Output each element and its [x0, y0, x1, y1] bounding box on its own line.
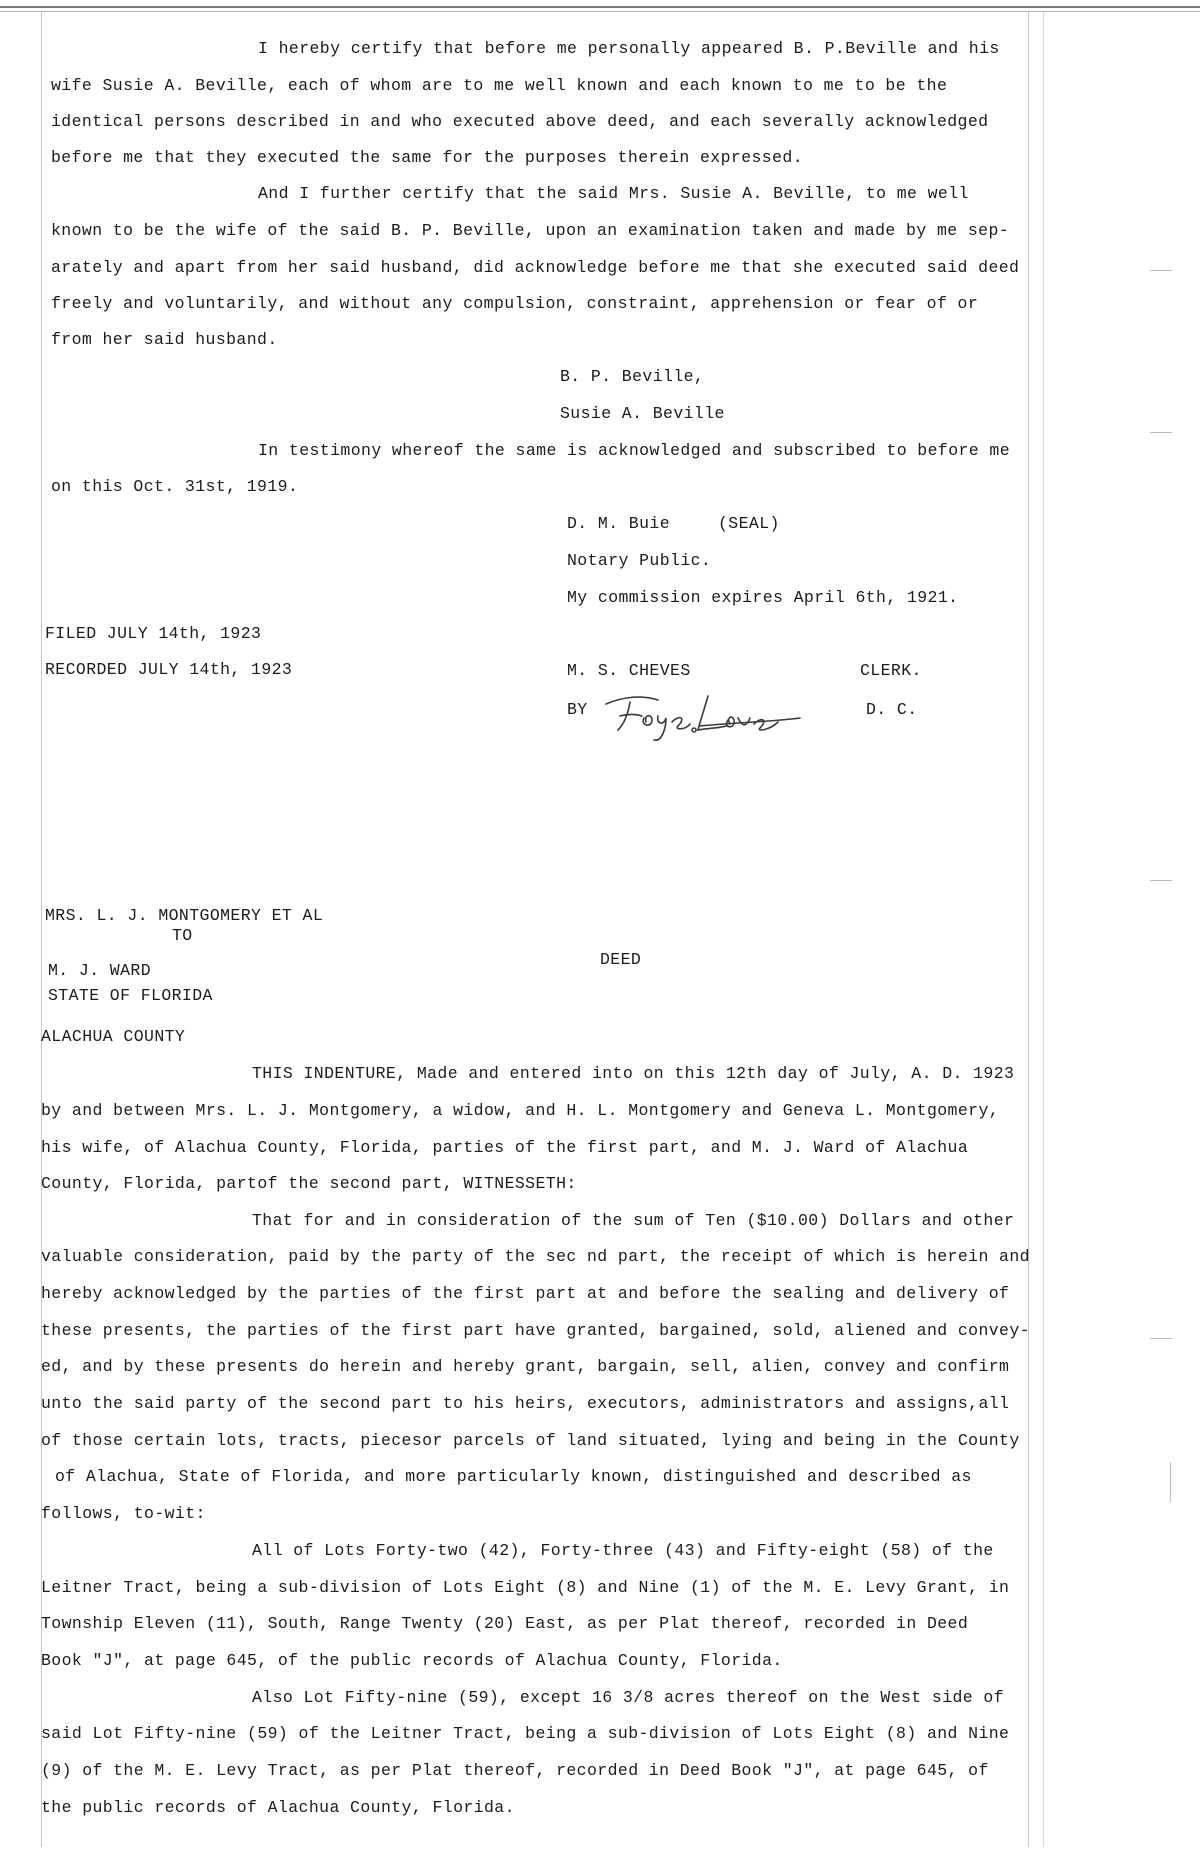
certificate-line: identical persons described in and who executed above deed, and each severally acknowledged — [51, 112, 989, 131]
notary-seal: (SEAL) — [718, 514, 780, 533]
deed-line: hereby acknowledged by the parties of the first part at and before the sealing and delivery of — [41, 1284, 1010, 1303]
grantee-heading: M. J. WARD — [48, 961, 152, 980]
testimony-line: on this Oct. 31st, 1919. — [51, 477, 299, 496]
certificate-line: from her said husband. — [51, 330, 278, 349]
deed-line: these presents, the parties of the first part have granted, bargained, sold, aliened and convey- — [41, 1321, 1030, 1340]
recorded-date: RECORDED JULY 14th, 1923 — [45, 660, 293, 679]
certificate-line: And I further certify that the said Mrs. Susie A. Beville, to me well — [258, 184, 969, 203]
margin-mark — [1170, 1462, 1171, 1502]
clerk-name: M. S. CHEVES — [567, 661, 691, 680]
deed-line: said Lot Fifty-nine (59) of the Leitner Tract, being a sub-division of Lots Eight (8) and Nine — [41, 1724, 1010, 1743]
deed-line: the public records of Alachua County, Florida. — [41, 1798, 515, 1817]
deed-line: follows, to-wit: — [41, 1504, 206, 1523]
signer-name: Susie A. Beville — [560, 404, 725, 423]
top-rule-secondary — [0, 11, 1200, 12]
deed-line: Township Eleven (11), South, Range Twenty (20) East, as per Plat thereof, recorded in Deed — [41, 1614, 969, 1633]
top-rule — [0, 6, 1200, 8]
deed-line: unto the said party of the second part to his heirs, executors, administrators and assigns,all — [41, 1394, 1010, 1413]
certificate-line: known to be the wife of the said B. P. Beville, upon an examination taken and made by me sep- — [51, 221, 1010, 240]
deed-line: Leitner Tract, being a sub-division of Lots Eight (8) and Nine (1) of the M. E. Levy Grant, in — [41, 1578, 1010, 1597]
deed-line: (9) of the M. E. Levy Tract, as per Plat thereof, recorded in Deed Book "J", at page 645, of — [41, 1761, 989, 1780]
deed-line: of Alachua, State of Florida, and more particularly known, distinguished and described as — [55, 1467, 972, 1486]
deed-line: by and between Mrs. L. J. Montgomery, a widow, and H. L. Montgomery and Geneva L. Montgomery, — [41, 1101, 1000, 1120]
margin-mark — [1150, 432, 1172, 433]
deed-line: of those certain lots, tracts, piecesor parcels of land situated, lying and being in the County — [41, 1431, 1020, 1450]
notary-name: D. M. Buie — [567, 514, 671, 533]
deed-line: Also Lot Fifty-nine (59), except 16 3/8 acres thereof on the West side of — [252, 1688, 1005, 1707]
certificate-line: before me that they executed the same for the purposes therein expressed. — [51, 148, 804, 167]
deed-line: Book "J", at page 645, of the public records of Alachua County, Florida. — [41, 1651, 783, 1670]
margin-mark — [1150, 1338, 1172, 1339]
by-label: BY — [567, 700, 588, 719]
deed-line: ed, and by these presents do herein and hereby grant, bargain, sell, alien, convey and confirm — [41, 1357, 1010, 1376]
certificate-line: wife Susie A. Beville, each of whom are to me well known and each known to me to be the — [51, 76, 948, 95]
notary-commission: My commission expires April 6th, 1921. — [567, 588, 959, 607]
deed-line: All of Lots Forty-two (42), Forty-three (43) and Fifty-eight (58) of the — [252, 1541, 994, 1560]
testimony-line: In testimony whereof the same is acknowledged and subscribed to before me — [258, 441, 1011, 460]
filed-date: FILED JULY 14th, 1923 — [45, 624, 262, 643]
certificate-line: arately and apart from her said husband, did acknowledge before me that she executed said deed — [51, 258, 1020, 277]
grantor-heading: MRS. L. J. MONTGOMERY ET AL — [45, 906, 324, 925]
deed-line: his wife, of Alachua County, Florida, parties of the first part, and M. J. Ward of Alachua — [41, 1138, 969, 1157]
deed-line: County, Florida, partof the second part, WITNESSETH: — [41, 1174, 577, 1193]
county-heading: ALACHUA COUNTY — [41, 1027, 186, 1046]
deed-line: That for and in consideration of the sum of Ten ($10.00) Dollars and other — [252, 1211, 1015, 1230]
certificate-line: I hereby certify that before me personally appeared B. P.Beville and his — [258, 39, 1000, 58]
notary-title: Notary Public. — [567, 551, 712, 570]
left-margin-line — [41, 12, 42, 1847]
clerk-title: CLERK. — [860, 661, 922, 680]
right-margin-line — [1028, 12, 1029, 1847]
deputy-clerk-signature — [600, 688, 810, 748]
state-heading: STATE OF FLORIDA — [48, 986, 213, 1005]
deed-line: THIS INDENTURE, Made and entered into on this 12th day of July, A. D. 1923 — [252, 1064, 1015, 1083]
to-heading: TO — [172, 926, 193, 945]
document-type: DEED — [600, 950, 642, 969]
signature-image — [600, 688, 810, 748]
margin-mark — [1150, 270, 1172, 271]
certificate-line: freely and voluntarily, and without any compulsion, constraint, apprehension or fear of or — [51, 294, 979, 313]
margin-mark — [1150, 880, 1172, 881]
signer-name: B. P. Beville, — [560, 367, 705, 386]
deed-line: valuable consideration, paid by the party of the sec nd part, the receipt of which is herein and — [41, 1247, 1030, 1266]
right-margin-line-secondary — [1043, 12, 1044, 1847]
deputy-clerk-label: D. C. — [866, 700, 918, 719]
